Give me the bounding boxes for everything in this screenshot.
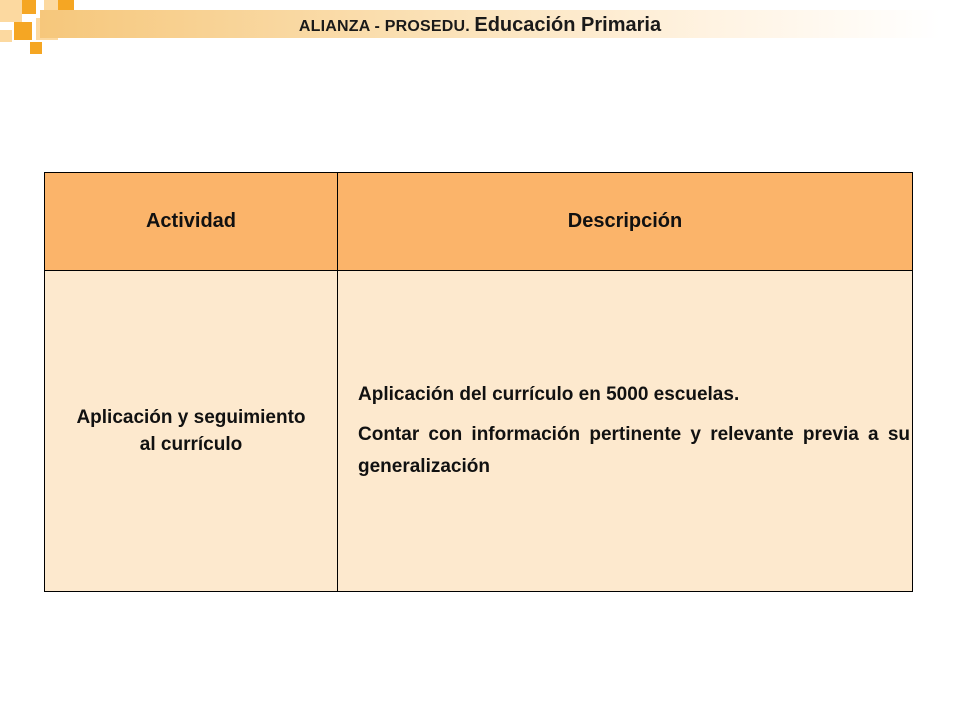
activity-table — [44, 172, 913, 592]
square-icon — [22, 0, 36, 14]
description-cell — [338, 271, 913, 592]
activity-cell — [45, 271, 338, 592]
column-header-actividad: Actividad — [45, 173, 338, 271]
title-part-2: Educación Primaria — [474, 14, 662, 36]
description-line-2: Contar con información pertinente y relevante previa a su generalización — [358, 424, 910, 477]
square-icon — [30, 42, 42, 54]
title-part-1: ALIANZA - PROSEDU. — [298, 18, 470, 35]
table-header-row — [45, 173, 913, 271]
description-line-1: Aplicación del currículo en 5000 escuelas. — [358, 384, 740, 405]
square-icon — [44, 0, 58, 10]
table-row — [45, 271, 913, 592]
slide-title — [0, 14, 960, 37]
activity-text: Aplicación y seguimiento al currículo — [76, 407, 306, 455]
activity-table-container — [44, 172, 912, 592]
column-header-descripcion: Descripción — [338, 173, 913, 271]
